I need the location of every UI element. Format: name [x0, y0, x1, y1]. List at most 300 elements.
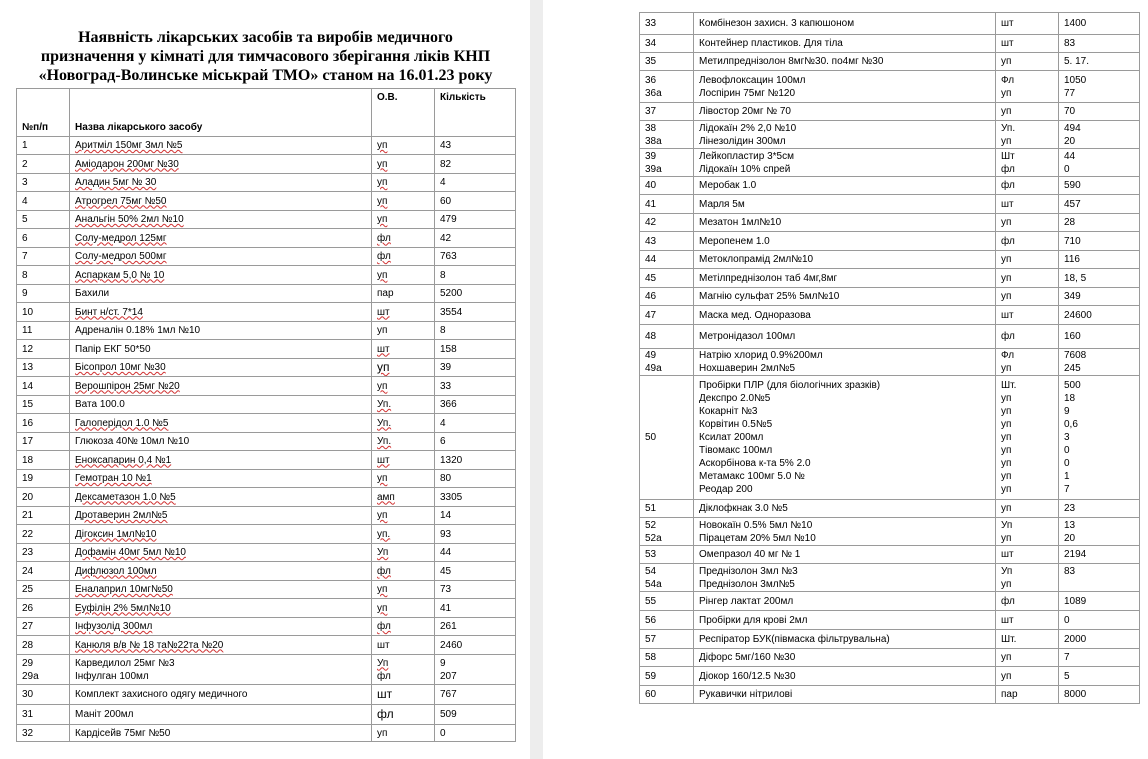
cell-line: 5	[1064, 670, 1070, 682]
cell-line: Папір ЕКГ 50*50	[75, 343, 151, 355]
cell-line: пар	[377, 288, 394, 299]
cell-line: Гемотран 10 №1	[75, 473, 152, 484]
table-row	[640, 149, 1140, 177]
cell-qty	[435, 340, 516, 359]
cell-name	[70, 285, 372, 303]
cell-num	[17, 192, 70, 211]
cell-line: уп	[1001, 484, 1012, 495]
cell-line: Солу-медрол 125мг	[75, 232, 167, 244]
cell-line: Солу-медрол 500мг	[75, 251, 167, 262]
cell-qty	[435, 433, 516, 451]
header-name: Назва лікарського засобу	[70, 89, 372, 137]
cell-line: 44	[645, 254, 657, 265]
cell-line: Уп.	[377, 436, 392, 447]
cell-line: Діклофкнак 3.0 №5	[699, 503, 788, 514]
table-row	[17, 359, 516, 377]
cell-line: уп	[1001, 56, 1012, 67]
cell-line: 1089	[1064, 595, 1087, 607]
cell-line: шт	[1001, 18, 1014, 29]
cell-num	[17, 685, 70, 705]
cell-line: Тівомакс 100мл	[699, 445, 773, 456]
cell-line: уп	[1001, 363, 1012, 374]
cell-num	[17, 211, 70, 229]
cell-line: Метоклопрамід 2мл№10	[699, 254, 814, 265]
table-row	[17, 470, 516, 488]
table-row	[17, 414, 516, 433]
cell-line: 4	[440, 177, 446, 188]
cell-line: 0	[1064, 614, 1070, 626]
cell-unit	[372, 655, 435, 685]
cell-line: уп	[1001, 106, 1012, 117]
cell-name	[70, 599, 372, 618]
cell-line: 18	[1064, 393, 1076, 404]
cell-name	[694, 349, 996, 376]
cell-unit	[372, 544, 435, 562]
cell-line: 9	[440, 657, 446, 669]
table-row	[17, 155, 516, 174]
cell-line: Ксилат 200мл	[699, 432, 764, 443]
table-row	[640, 13, 1140, 35]
cell-unit	[372, 685, 435, 705]
cell-line: 35	[645, 56, 657, 67]
cell-name	[694, 611, 996, 630]
cell-name	[694, 288, 996, 306]
cell-line: 49	[645, 350, 657, 361]
cell-line: Діокор 160/12.5 №30	[699, 670, 796, 682]
cell-line: 3	[22, 177, 28, 188]
cell-line: Адреналін 0.18% 1мл №10	[75, 325, 201, 336]
cell-unit	[372, 266, 435, 285]
cell-line: Маска мед. Одноразова	[699, 309, 811, 321]
cell-qty	[1059, 546, 1140, 564]
cell-qty	[1059, 500, 1140, 518]
table-row	[640, 232, 1140, 251]
cell-qty	[435, 581, 516, 599]
cell-line: пар	[1001, 689, 1018, 700]
cell-name	[70, 340, 372, 359]
table-row	[640, 53, 1140, 71]
cell-line: уп	[377, 510, 388, 521]
cell-line: шт	[1001, 198, 1014, 210]
cell-name	[70, 725, 372, 742]
cell-name	[694, 35, 996, 53]
cell-name	[694, 177, 996, 195]
table-row	[17, 248, 516, 266]
cell-name	[694, 630, 996, 649]
cell-line: уп	[377, 360, 390, 374]
cell-line: 18	[22, 454, 34, 466]
cell-qty	[435, 414, 516, 433]
cell-num	[640, 149, 694, 177]
table-row	[640, 349, 1140, 376]
cell-line: шт	[377, 639, 390, 651]
cell-unit	[996, 71, 1059, 103]
cell-line: Верошпірон 25мг №20	[75, 380, 180, 392]
cell-name	[70, 470, 372, 488]
cell-line: фл	[377, 251, 391, 262]
table-row	[17, 618, 516, 636]
cell-line: Фл	[1001, 350, 1015, 361]
table-row	[640, 71, 1140, 103]
cell-name	[694, 667, 996, 686]
cell-line: Магнію сульфат 25% 5мл№10	[699, 291, 840, 302]
title-line: «Новоград-Волинське міськрай ТМО» станом на 16.01.23 року	[38, 67, 493, 84]
cell-name	[70, 655, 372, 685]
cell-line: Шт	[1001, 150, 1015, 162]
cell-line: 7	[1064, 484, 1070, 495]
cell-qty	[435, 544, 516, 562]
cell-line: уп	[1001, 254, 1012, 265]
cell-line: уп	[1001, 432, 1012, 443]
cell-qty	[435, 451, 516, 470]
cell-line: Рінгер лактат 200мл	[699, 595, 794, 607]
cell-num	[17, 340, 70, 359]
cell-line: 33	[645, 18, 657, 29]
cell-line: Дігоксин 1мл№10	[75, 528, 157, 540]
cell-unit	[996, 306, 1059, 325]
cell-name	[70, 211, 372, 229]
cell-line: Діфорс 5мг/160 №30	[699, 652, 796, 663]
cell-line: 19	[22, 473, 34, 484]
cell-line: уп	[1001, 291, 1012, 302]
cell-unit	[996, 500, 1059, 518]
cell-name	[70, 562, 372, 581]
cell-line: Аскорбінова к-та 5% 2.0	[699, 458, 811, 469]
cell-qty	[1059, 251, 1140, 269]
cell-name	[694, 195, 996, 214]
cell-line: 366	[440, 399, 457, 410]
table-row	[640, 121, 1140, 149]
cell-num	[640, 232, 694, 251]
cell-qty	[435, 377, 516, 396]
cell-line: Глюкоза 40№ 10мл №10	[75, 436, 190, 447]
cell-unit	[996, 349, 1059, 376]
document-page-left	[0, 0, 530, 759]
cell-line: 10	[22, 306, 34, 318]
cell-line: уп	[1001, 532, 1012, 544]
cell-line: уп	[1001, 406, 1012, 417]
cell-line: Контейнер пластиков. Для тіла	[699, 38, 843, 49]
cell-line: шт	[377, 343, 390, 355]
cell-unit	[372, 705, 435, 725]
cell-unit	[996, 13, 1059, 35]
cell-line: шт	[377, 687, 393, 701]
cell-line: 1400	[1064, 18, 1087, 29]
cell-unit	[372, 359, 435, 377]
cell-name	[70, 451, 372, 470]
cell-line: уп	[1001, 135, 1012, 147]
cell-line: уп	[377, 727, 388, 739]
cell-num	[640, 518, 694, 546]
table-row	[640, 195, 1140, 214]
cell-line: уп	[377, 473, 388, 484]
cell-line: Лоспірин 75мг №120	[699, 87, 796, 99]
cell-unit	[372, 248, 435, 266]
cell-line: 18, 5	[1064, 272, 1087, 284]
cell-line: Інфузолід 300мл	[75, 621, 153, 632]
table-row	[17, 433, 516, 451]
cell-line: 41	[440, 602, 452, 614]
cell-line: Карведилол 25мг №3	[75, 657, 175, 669]
cell-line: 8	[22, 269, 28, 281]
cell-line: Респіратор БУК(півмаска фільтрувальна)	[699, 633, 890, 645]
cell-line: 44	[440, 547, 452, 558]
cell-num	[17, 396, 70, 414]
cell-unit	[372, 451, 435, 470]
cell-qty	[435, 266, 516, 285]
cell-num	[640, 325, 694, 349]
table-row	[640, 251, 1140, 269]
cell-line: уп	[1001, 503, 1012, 514]
cell-num	[640, 564, 694, 592]
cell-num	[640, 195, 694, 214]
cell-line: Метамакс 100мг 5.0 №	[699, 471, 805, 482]
cell-name	[70, 618, 372, 636]
cell-line: уп	[1001, 652, 1012, 663]
cell-name	[694, 500, 996, 518]
cell-line: уп	[377, 214, 388, 225]
cell-qty	[435, 562, 516, 581]
cell-line: 36а	[645, 87, 662, 99]
cell-line: 60	[645, 689, 657, 700]
cell-qty	[435, 685, 516, 705]
cell-qty	[435, 359, 516, 377]
header-unit: О.В.	[372, 89, 435, 137]
cell-qty	[435, 599, 516, 618]
cell-line: 59	[645, 670, 657, 682]
cell-line: уп	[377, 195, 388, 207]
cell-line: уп	[1001, 458, 1012, 469]
cell-line: Еноксапарин 0,4 №1	[75, 454, 172, 466]
cell-unit	[996, 177, 1059, 195]
cell-line: Анальгін 50% 2мл №10	[75, 214, 184, 225]
cell-line: 45	[645, 272, 657, 284]
cell-unit	[372, 618, 435, 636]
cell-line: фл	[1001, 595, 1015, 607]
cell-line: 1320	[440, 454, 463, 466]
table-row	[640, 564, 1140, 592]
cell-num	[17, 155, 70, 174]
cell-line: 11	[22, 325, 33, 336]
cell-line: 494	[1064, 122, 1081, 134]
cell-qty	[435, 285, 516, 303]
cell-name	[694, 325, 996, 349]
cell-line: 457	[1064, 198, 1081, 210]
table-row	[17, 137, 516, 155]
cell-name	[70, 137, 372, 155]
cell-unit	[996, 686, 1059, 704]
cell-line: Канюля в/в № 18 та№22та №20	[75, 639, 224, 651]
cell-line: 77	[1064, 87, 1076, 99]
cell-num	[640, 611, 694, 630]
cell-unit	[996, 546, 1059, 564]
cell-line: 17	[22, 436, 34, 447]
cell-line: уп	[377, 584, 388, 595]
cell-line: Уп	[1001, 565, 1013, 577]
cell-line: 116	[1064, 254, 1080, 265]
cell-line: Комплект захисного одягу медичного	[75, 689, 248, 700]
table-row	[17, 377, 516, 396]
cell-line: 9	[22, 288, 28, 299]
cell-name	[694, 546, 996, 564]
cell-line: Бахили	[75, 288, 110, 299]
cell-line: 20	[1064, 135, 1076, 147]
cell-qty	[1059, 71, 1140, 103]
cell-num	[640, 592, 694, 611]
table-row	[17, 725, 516, 742]
cell-line: 2460	[440, 639, 463, 651]
cell-qty	[1059, 149, 1140, 177]
cell-name	[70, 581, 372, 599]
table-row	[17, 655, 516, 685]
cell-line: Шт.	[1001, 380, 1017, 391]
cell-line: фл	[377, 565, 391, 577]
cell-line: 70	[1064, 106, 1076, 117]
table-row	[17, 685, 516, 705]
cell-qty	[435, 211, 516, 229]
cell-num	[640, 103, 694, 121]
cell-unit	[372, 155, 435, 174]
cell-line: Інфулган 100мл	[75, 670, 149, 682]
cell-line: Кардісейв 75мг №50	[75, 727, 171, 739]
cell-qty	[1059, 630, 1140, 649]
cell-qty	[435, 725, 516, 742]
cell-name	[70, 248, 372, 266]
cell-num	[640, 288, 694, 306]
cell-unit	[372, 137, 435, 155]
cell-num	[17, 488, 70, 507]
cell-line: 46	[645, 291, 657, 302]
cell-name	[70, 396, 372, 414]
cell-line: 40	[645, 180, 657, 191]
cell-unit	[372, 340, 435, 359]
cell-unit	[996, 376, 1059, 500]
cell-name	[694, 592, 996, 611]
cell-unit	[996, 611, 1059, 630]
cell-line: Метилпреднізолон 8мг№30. по4мг №30	[699, 56, 884, 67]
cell-qty	[1059, 13, 1140, 35]
table-row	[17, 211, 516, 229]
cell-line: Преднізолон 3мл№5	[699, 578, 795, 590]
cell-line: Маніт 200мл	[75, 709, 134, 720]
cell-line: 7608	[1064, 350, 1087, 361]
table-row	[17, 396, 516, 414]
cell-line: Дротаверин 2мл№5	[75, 510, 168, 521]
cell-line: уп	[1001, 578, 1012, 590]
cell-line: 30	[22, 689, 34, 700]
cell-line: 12	[22, 343, 34, 355]
cell-num	[640, 251, 694, 269]
table-row	[17, 340, 516, 359]
cell-line: 43	[440, 140, 452, 151]
table-row	[17, 705, 516, 725]
table-row	[17, 285, 516, 303]
cell-name	[694, 232, 996, 251]
table-row	[640, 177, 1140, 195]
cell-line: Мезатон 1мл№10	[699, 217, 782, 228]
cell-name	[694, 518, 996, 546]
cell-unit	[996, 149, 1059, 177]
cell-line: фл	[1001, 180, 1015, 191]
cell-num	[17, 285, 70, 303]
cell-line: 3305	[440, 491, 463, 503]
cell-line: 2194	[1064, 549, 1087, 560]
medicine-table-right	[639, 12, 1140, 704]
cell-num	[17, 303, 70, 322]
cell-line: 25	[22, 584, 34, 595]
cell-line: 38а	[645, 135, 662, 147]
cell-num	[17, 581, 70, 599]
cell-line: 8	[440, 269, 446, 281]
cell-num	[17, 451, 70, 470]
cell-line: уп	[1001, 419, 1012, 430]
cell-unit	[996, 592, 1059, 611]
cell-line: Уп	[377, 547, 389, 558]
cell-num	[17, 725, 70, 742]
cell-qty	[435, 488, 516, 507]
cell-line: Пробірки для крові 2мл	[699, 614, 808, 626]
cell-line: Уп.	[377, 399, 392, 410]
cell-line: 20	[1064, 532, 1076, 544]
cell-unit	[372, 525, 435, 544]
table-row	[17, 544, 516, 562]
cell-line: уп	[1001, 217, 1012, 228]
cell-qty	[1059, 121, 1140, 149]
table-row	[17, 451, 516, 470]
cell-num	[17, 705, 70, 725]
table-row	[17, 266, 516, 285]
cell-unit	[996, 667, 1059, 686]
cell-line: Нохшаверин 2мл№5	[699, 363, 796, 374]
cell-qty	[1059, 177, 1140, 195]
cell-unit	[372, 581, 435, 599]
cell-qty	[435, 525, 516, 544]
cell-unit	[372, 470, 435, 488]
cell-line: уп	[1001, 393, 1012, 404]
cell-line: 8	[440, 325, 446, 336]
cell-num	[17, 618, 70, 636]
cell-num	[17, 562, 70, 581]
cell-line: Бісопрол 10мг №30	[75, 362, 166, 373]
cell-name	[70, 507, 372, 525]
cell-num	[640, 546, 694, 564]
cell-num	[640, 500, 694, 518]
cell-line: 710	[1064, 235, 1081, 247]
cell-name	[70, 488, 372, 507]
cell-num	[640, 35, 694, 53]
table-row	[640, 288, 1140, 306]
cell-num	[640, 306, 694, 325]
cell-name	[694, 149, 996, 177]
cell-qty	[1059, 686, 1140, 704]
cell-name	[694, 121, 996, 149]
cell-name	[70, 229, 372, 248]
cell-line: 3554	[440, 306, 463, 318]
cell-line: 28	[22, 639, 34, 651]
cell-line: Комбінезон захисн. 3 капюшоном	[699, 18, 855, 29]
cell-line: 55	[645, 595, 657, 607]
table-row	[17, 562, 516, 581]
cell-line: 50	[645, 432, 657, 443]
cell-line: 57	[645, 633, 657, 645]
cell-name	[70, 685, 372, 705]
cell-name	[694, 71, 996, 103]
cell-name	[694, 251, 996, 269]
cell-line: 349	[1064, 291, 1081, 302]
cell-line: 28	[1064, 217, 1076, 228]
cell-line: 9	[1064, 406, 1070, 417]
cell-line: Дофамін 40мг 5мл №10	[75, 547, 186, 558]
